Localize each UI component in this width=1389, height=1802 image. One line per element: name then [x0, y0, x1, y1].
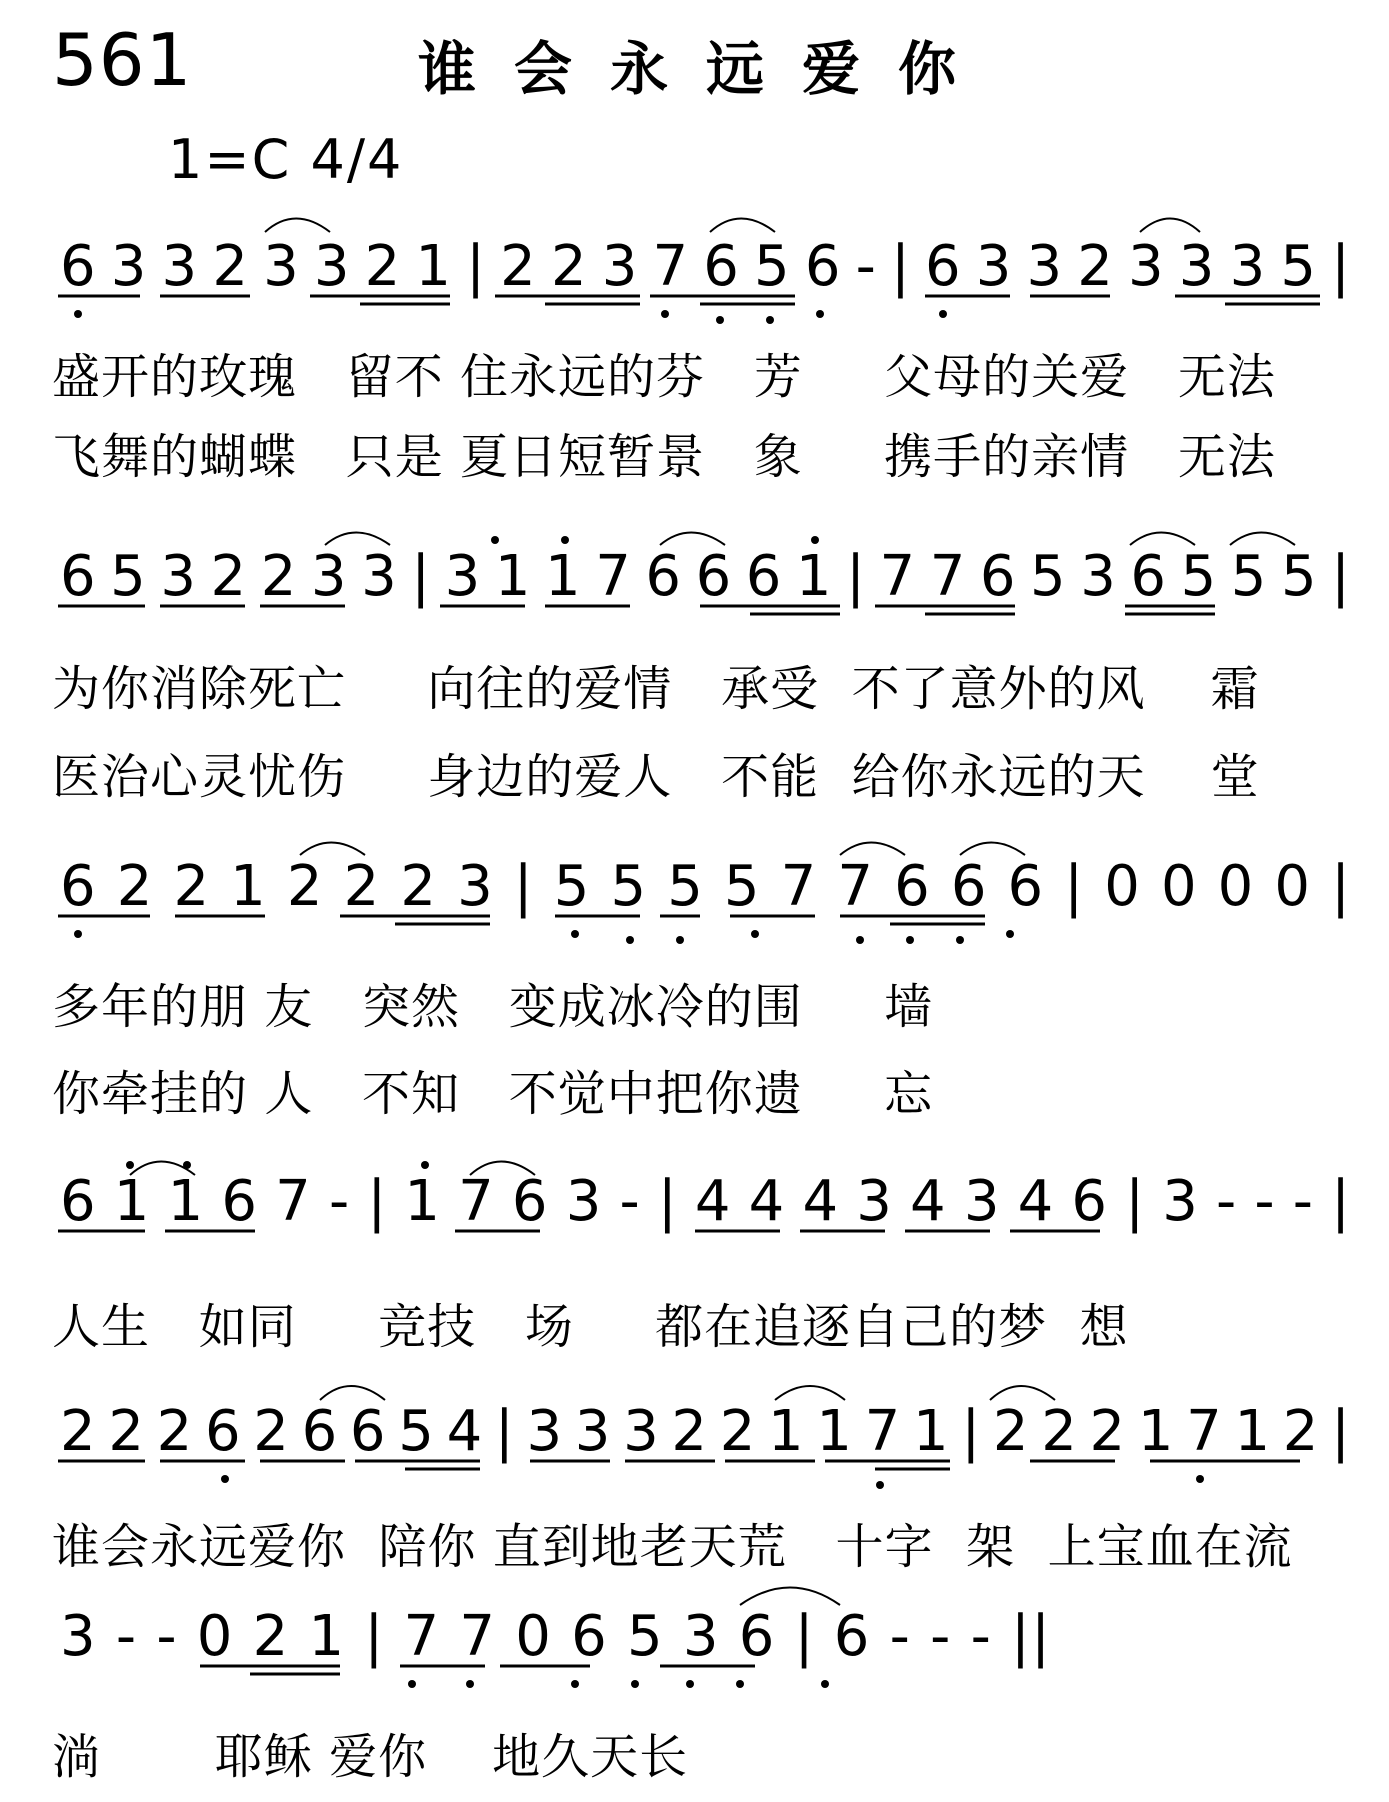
lyric-line-2b: 医治心灵忧伤 身边的爱人 不能 给你永远的天 堂: [52, 749, 1260, 805]
lyric-line-6: 淌 耶稣 爱你 地久天长: [52, 1729, 689, 1785]
lyric-line-3a: 多年的朋 友 突然 变成冰冷的围 墙: [52, 979, 934, 1035]
ties-6: [740, 1588, 840, 1606]
octave-dots-3: [74, 930, 1014, 944]
notation-line-3: 6 2 2 1 2 2 2 3 | 5 5 5 5 7 7 6 6 6 | 0 0 0 0 |: [60, 854, 1350, 919]
lyric-line-3b: 你牵挂的 人 不知 不觉中把你遗 忘: [52, 1066, 934, 1122]
notation-line-5: 2 2 2 6 2 6 6 5 4 | 3 3 3 2 2 1 1 7 1 | 2 2 2 1 7 1 2 |: [60, 1399, 1350, 1464]
key-signature: 1=C 4/4: [168, 128, 404, 191]
song-title: 谁会永远爱你: [418, 35, 995, 103]
hymn-number: 561: [52, 18, 193, 102]
octave-dots-1: [74, 310, 947, 324]
lyric-line-1a: 盛开的玫瑰 留不 住永远的芬 芳 父母的关爱 无法: [52, 349, 1276, 405]
notation-line-4: 6 1 1 6 7 - | 1 7 6 3 - | 4 4 4 3 4 3 4 6 | 3 - - - |: [60, 1169, 1350, 1234]
notation-line-2: 6 5 3 2 2 3 3 | 3 1 1 7 6 6 6 1 | 7 7 6 5 3 6 5 5 5 |: [60, 544, 1350, 609]
lyric-line-5: 谁会永远爱你 陪你 直到地老天荒 十字 架 上宝血在流: [52, 1519, 1293, 1575]
underlines-6: [200, 1666, 755, 1674]
ties-5: [320, 1386, 1055, 1400]
octave-dots-6: [408, 1680, 829, 1688]
notation-line-6: 3 - - 0 2 1 | 7 7 0 6 5 3 6 | 6 - - - ||: [60, 1604, 1050, 1669]
octave-dots-2: [491, 536, 819, 544]
lyric-line-1b: 飞舞的蝴蝶 只是 夏日短暂景 象 携手的亲情 无法: [52, 429, 1276, 485]
lyric-line-4: 人生 如同 竞技 场 都在追逐自己的梦 想: [52, 1299, 1129, 1355]
octave-dots-5: [221, 1475, 1204, 1489]
ties-1: [265, 219, 1200, 233]
lyric-line-2a: 为你消除死亡 向往的爱情 承受 不了意外的风 霜: [52, 661, 1260, 717]
notation-line-1: 6 3 3 2 3 3 2 1 | 2 2 3 7 6 5 6 - | 6 3 3 2 3 3 3 5 |: [60, 234, 1350, 299]
underlines-5: [58, 1461, 1300, 1469]
